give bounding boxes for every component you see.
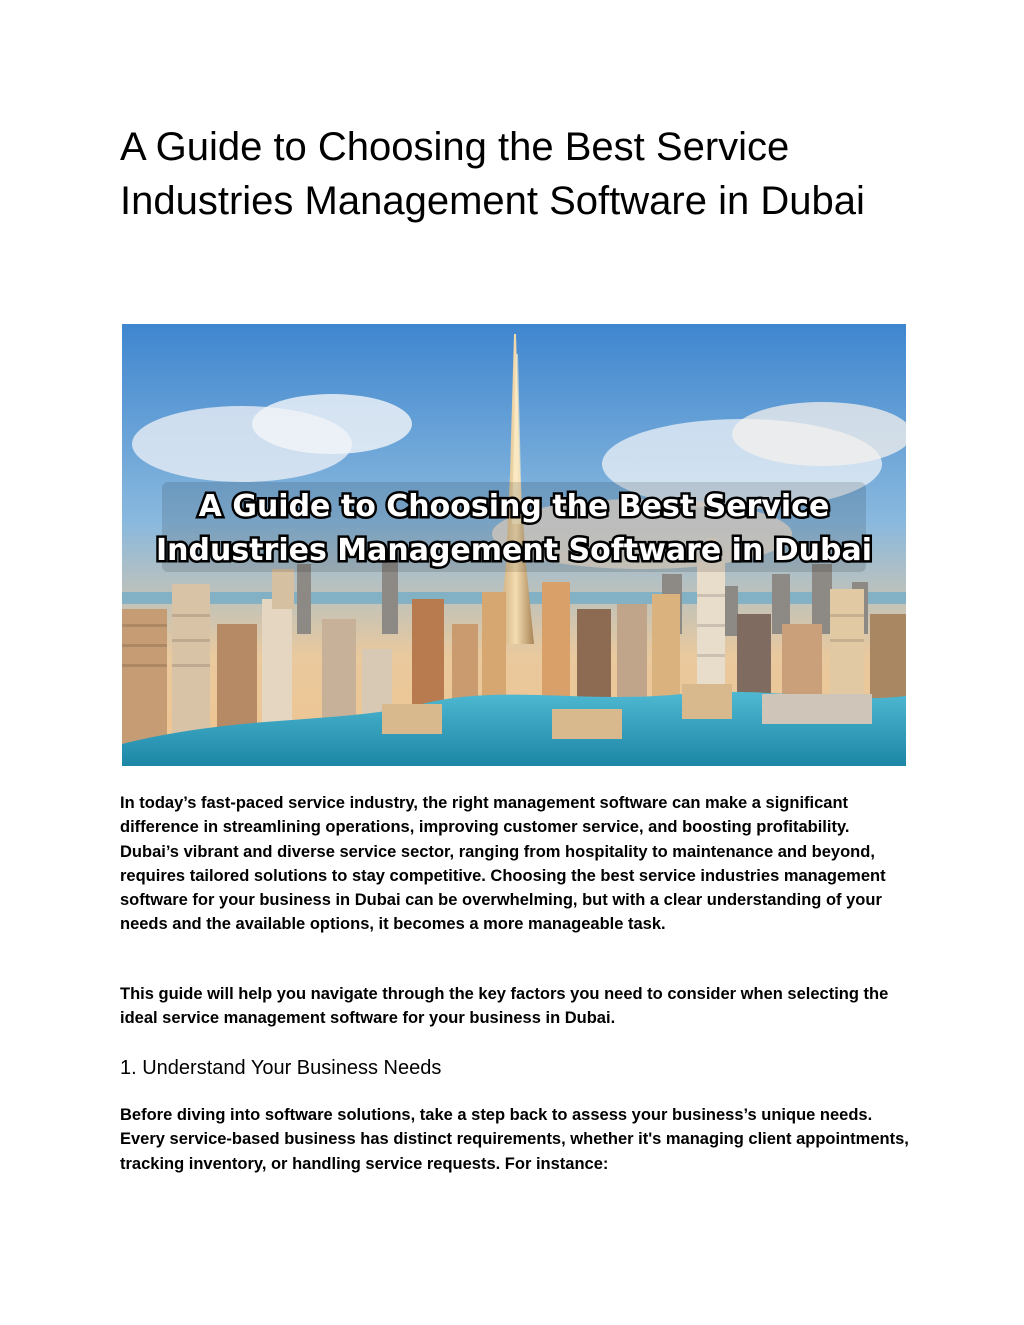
guide-overview-paragraph: This guide will help you navigate through the key factors you need to consider when selecting the ideal service management software for your business in Dubai. [120, 985, 889, 1028]
intro-paragraph: In today’s fast-paced service industry, the right management software can make a significant difference in streamlining operations, improving customer service, and boosting profitability. Dubai’s vibrant and diverse service sector, ranging from hospitality to maintenance and beyond, requires tailored solutions to stay competitive. Choosing the best service industries management software for your business in Dubai can be overwhelming, but with a clear understanding of your needs and the available options, it becomes a more manageable task. [120, 794, 886, 934]
section-1-paragraph: Before diving into software solutions, take a step back to assess your business’s unique needs. Every service-based business has distinct requirements, whether it's managing client appointments, tracking inventory, or handling service requests. For instance: [120, 1106, 909, 1173]
document-title: A Guide to Choosing the Best Service Industries Management Software in Dubai [120, 125, 865, 223]
section-1-heading: 1. Understand Your Business Needs [120, 1057, 442, 1079]
hero-caption-line-1: A Guide to Choosing the Best Service [198, 489, 830, 524]
hero-image [122, 324, 906, 766]
dubai-skyline-illustration [122, 324, 906, 766]
hero-caption-line-2: Industries Management Software in Dubai [155, 533, 873, 568]
